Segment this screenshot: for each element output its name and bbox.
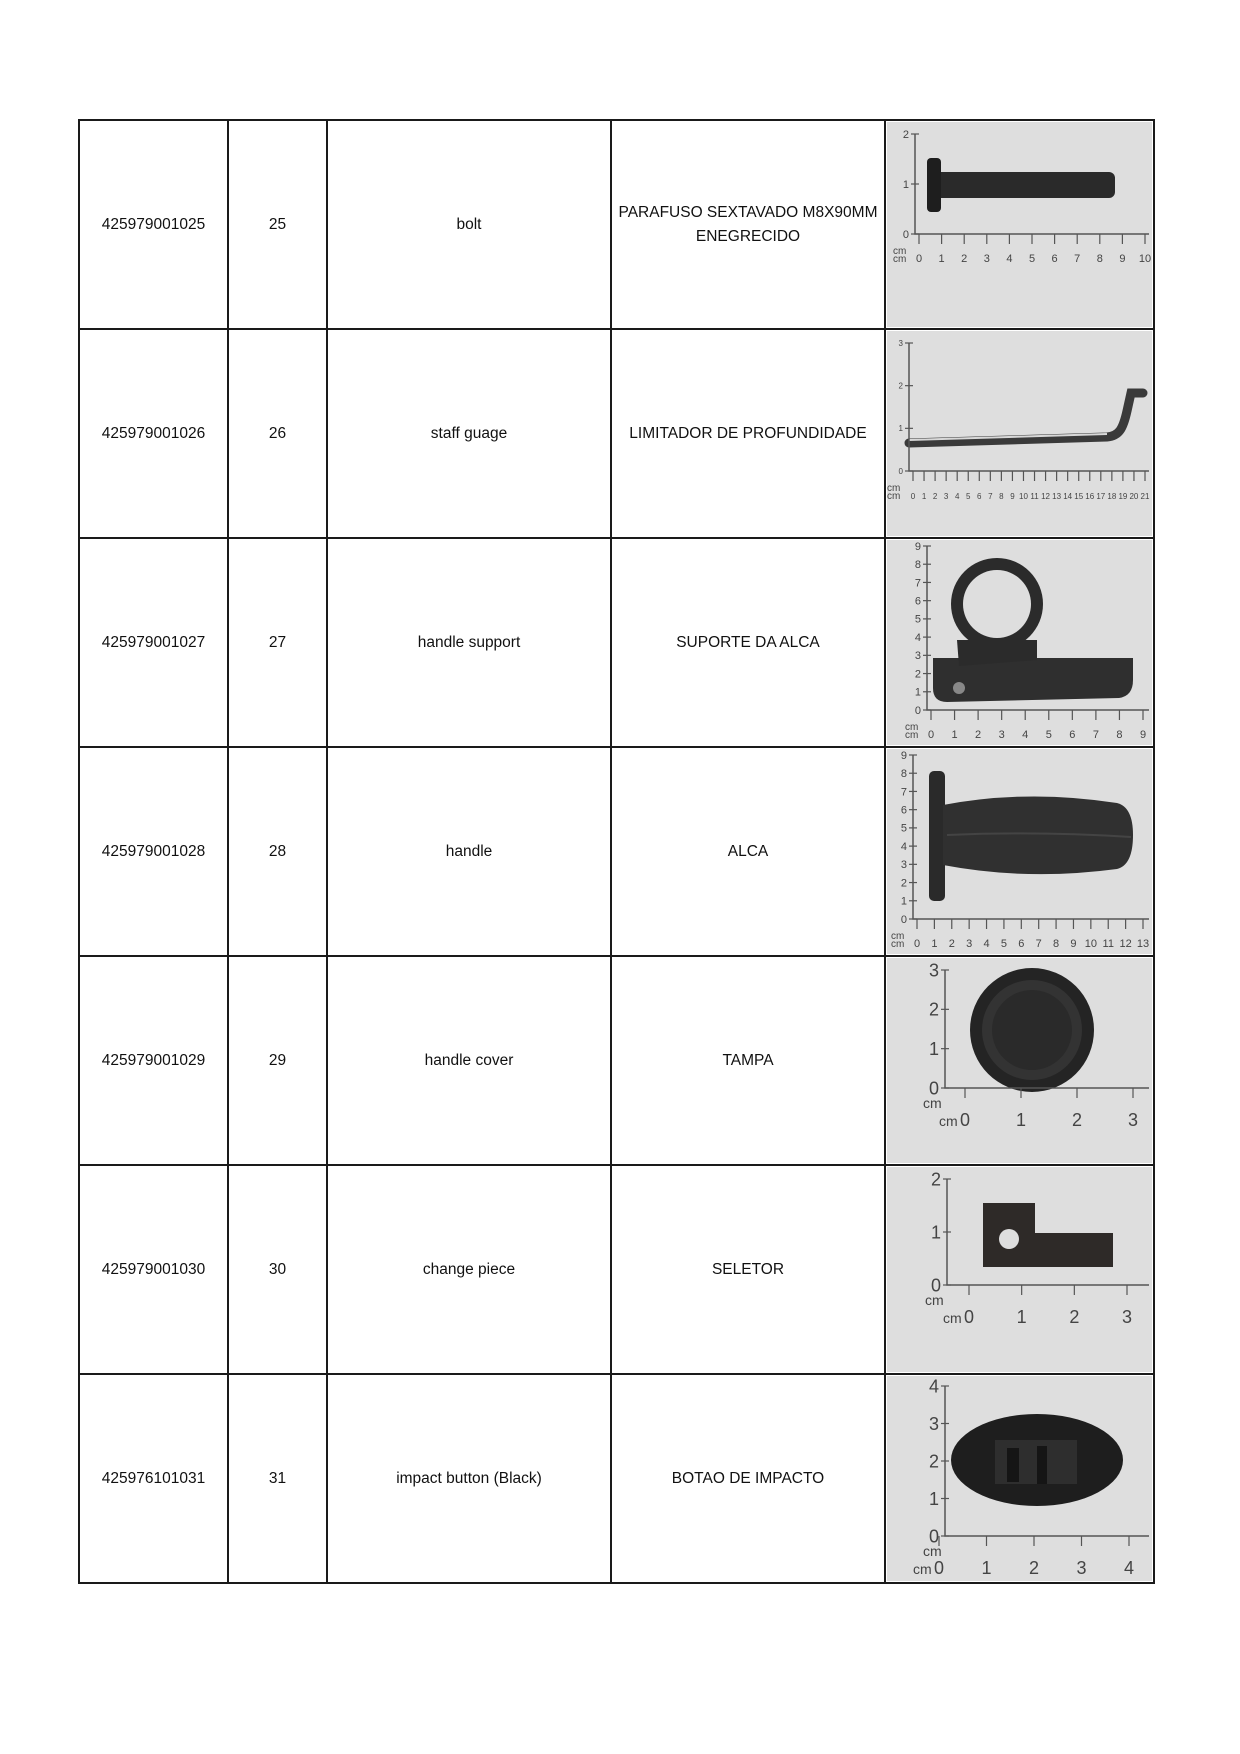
scale-x-label: 6: [1069, 729, 1076, 741]
scale-y-label: 0: [930, 1275, 941, 1296]
scale-x-label: 13: [1136, 938, 1150, 950]
scale-x-label: 2: [975, 729, 982, 741]
part-number: 28: [228, 747, 327, 956]
scale-x-label: 6: [1051, 253, 1058, 265]
scale-y-label: 9: [914, 540, 921, 553]
scale-x-label: 7: [1074, 253, 1081, 265]
scale-y-label: 3: [898, 338, 903, 348]
scale-x-label: 10: [1138, 253, 1152, 265]
part-code: 425976101031: [79, 1374, 228, 1583]
scale-y-label: 5: [914, 613, 921, 626]
scale-x-label: 0: [913, 938, 921, 950]
table-row: [79, 120, 1154, 329]
scale-y-label: 1: [930, 1222, 941, 1243]
part-name-en: change piece: [327, 1165, 611, 1374]
scale-y-label: 0: [928, 1526, 939, 1547]
bolt-photo: [887, 122, 1152, 327]
scale-x-label: 4: [1022, 729, 1029, 741]
scale-y-label: 4: [928, 1376, 939, 1397]
scale-x-label: 4: [1006, 253, 1013, 265]
scale-y-label: 0: [914, 704, 921, 717]
part-name-pt: TAMPA: [611, 956, 885, 1165]
part-code: 425979001028: [79, 747, 228, 956]
scale-x-label: 1: [1015, 1110, 1027, 1130]
scale-y-label: 4: [914, 631, 921, 644]
scale-x-label: 2: [932, 492, 938, 501]
scale-x-label: 8: [1116, 729, 1123, 741]
scale-y-label: 2: [928, 999, 939, 1020]
scale-x-label: 2: [1071, 1110, 1083, 1130]
scale-x-label: 15: [1074, 492, 1084, 501]
unit-label-x: cm: [905, 730, 919, 741]
scale-x-label: 21: [1140, 492, 1150, 501]
scale-x-label: 3: [1076, 1558, 1087, 1578]
scale-y-label: 1: [928, 1038, 939, 1059]
part-number: 27: [228, 538, 327, 747]
scale-x-label: 1: [931, 938, 938, 950]
scale-x-label: 6: [1018, 938, 1025, 950]
cover-cap-photo: [887, 958, 1152, 1163]
scale-y-label: 0: [898, 466, 903, 476]
unit-label-y: cm: [905, 722, 919, 733]
scale-x-label: 3: [998, 729, 1005, 741]
part-name-pt: LIMITADOR DE PROFUNDIDADE: [611, 329, 885, 538]
scale-x-label: 3: [983, 253, 990, 265]
scale-y-label: 0: [900, 913, 907, 926]
selector-plate-photo: [887, 1167, 1152, 1372]
scale-x-label: 0: [915, 253, 923, 265]
scale-y-label: 3: [928, 960, 939, 981]
part-name-pt: PARAFUSO SEXTAVADO M8X90MM ENEGRECIDO: [611, 120, 885, 329]
part-number: 29: [228, 956, 327, 1165]
scale-y-label: 1: [928, 1488, 939, 1509]
scale-x-label: 3: [966, 938, 973, 950]
part-code: 425979001030: [79, 1165, 228, 1374]
scale-x-label: 1: [981, 1558, 992, 1578]
part-number: 31: [228, 1374, 327, 1583]
scale-x-label: 7: [1035, 938, 1042, 950]
part-number: 26: [228, 329, 327, 538]
part-number: 30: [228, 1165, 327, 1374]
scale-y-label: 2: [900, 877, 907, 890]
scale-y-label: 3: [928, 1413, 939, 1434]
scale-x-label: 17: [1096, 492, 1106, 501]
scale-x-label: 3: [1127, 1110, 1139, 1130]
scale-x-label: 0: [959, 1110, 971, 1130]
scale-x-label: 13: [1052, 492, 1062, 501]
part-code: 425979001027: [79, 538, 228, 747]
scale-x-label: 5: [1045, 729, 1052, 741]
scale-y-label: 7: [914, 577, 921, 590]
scale-y-label: 1: [900, 895, 907, 908]
scale-y-label: 4: [900, 840, 907, 853]
part-name-en: impact button (Black): [327, 1374, 611, 1583]
scale-y-label: 1: [902, 178, 909, 191]
scale-x-label: 1: [951, 729, 958, 741]
scale-x-label: 16: [1085, 492, 1095, 501]
scale-x-label: 6: [977, 492, 982, 501]
unit-label-x: cm: [939, 1113, 958, 1129]
scale-y-label: 1: [898, 424, 903, 434]
scale-x-label: 4: [1123, 1558, 1135, 1578]
part-code: 425979001026: [79, 329, 228, 538]
scale-x-label: 2: [961, 253, 968, 265]
unit-label-x: cm: [943, 1310, 962, 1326]
scale-x-label: 4: [954, 492, 960, 501]
scale-x-label: 3: [1121, 1307, 1133, 1327]
scale-y-label: 7: [900, 786, 907, 799]
scale-y-label: 2: [902, 128, 909, 141]
handle-support-photo: [887, 540, 1152, 745]
unit-label-y: cm: [891, 931, 905, 942]
table-row: [79, 1374, 1154, 1583]
part-number: 25: [228, 120, 327, 329]
part-name-pt: BOTAO DE IMPACTO: [611, 1374, 885, 1583]
table-row: [79, 329, 1154, 538]
scale-x-label: 0: [927, 729, 935, 741]
scale-y-label: 0: [928, 1078, 939, 1099]
scale-x-label: 1: [921, 492, 927, 501]
depth-rod-photo: [887, 331, 1152, 536]
unit-label-y: cm: [923, 1095, 942, 1111]
scale-y-label: 1: [914, 686, 921, 699]
scale-y-label: 2: [914, 668, 921, 681]
scale-y-label: 3: [914, 650, 921, 663]
table-row: [79, 956, 1154, 1165]
table-row: [79, 538, 1154, 747]
scale-x-label: 8: [1053, 938, 1060, 950]
scale-x-label: 7: [1092, 729, 1099, 741]
scale-y-label: 3: [900, 859, 907, 872]
scale-x-label: 9: [1070, 938, 1077, 950]
scale-x-label: 3: [943, 492, 949, 501]
scale-x-label: 20: [1129, 492, 1139, 501]
scale-x-label: 1: [1016, 1307, 1027, 1327]
part-code: 425979001025: [79, 120, 228, 329]
scale-x-label: 12: [1119, 938, 1132, 950]
scale-x-label: 0: [933, 1558, 945, 1578]
scale-x-label: 10: [1084, 938, 1097, 950]
scale-x-label: 5: [1028, 253, 1036, 265]
scale-x-label: 10: [1019, 492, 1028, 501]
table-row: [79, 1165, 1154, 1374]
scale-x-label: 5: [1000, 938, 1007, 950]
unit-label-x: cm: [887, 491, 901, 502]
unit-label-y: cm: [887, 483, 901, 494]
scale-x-label: 19: [1118, 492, 1128, 501]
part-name-en: staff guage: [327, 329, 611, 538]
scale-y-label: 2: [898, 381, 903, 391]
unit-label-y: cm: [893, 246, 907, 257]
unit-label-x: cm: [913, 1561, 932, 1577]
scale-x-label: 4: [983, 938, 990, 950]
scale-x-label: 18: [1107, 492, 1117, 501]
table-row: [79, 747, 1154, 956]
scale-x-label: 11: [1030, 492, 1039, 501]
scale-x-label: 0: [910, 492, 916, 501]
scale-y-label: 5: [900, 822, 907, 835]
unit-label-x: cm: [891, 939, 905, 950]
part-name-pt: SELETOR: [611, 1165, 885, 1374]
scale-x-label: 2: [1028, 1558, 1040, 1578]
part-name-en: bolt: [327, 120, 611, 329]
scale-y-label: 8: [900, 768, 907, 781]
scale-y-label: 2: [928, 1451, 939, 1472]
part-name-en: handle cover: [327, 956, 611, 1165]
part-name-en: handle support: [327, 538, 611, 747]
scale-x-label: 11: [1102, 938, 1114, 950]
scale-x-label: 9: [1119, 253, 1126, 265]
parts-table: [78, 119, 1155, 1584]
scale-x-label: 14: [1063, 492, 1073, 501]
scale-x-label: 9: [1010, 492, 1015, 501]
scale-y-label: 8: [914, 559, 921, 572]
unit-label-x: cm: [893, 254, 907, 265]
unit-label-y: cm: [925, 1292, 944, 1308]
scale-x-label: 12: [1041, 492, 1051, 501]
scale-x-label: 5: [966, 492, 971, 501]
scale-y-label: 6: [914, 595, 921, 608]
impact-button-photo: [887, 1376, 1152, 1581]
handle-photo: [887, 749, 1152, 954]
scale-y-label: 2: [930, 1169, 941, 1190]
scale-x-label: 2: [1069, 1307, 1080, 1327]
part-code: 425979001029: [79, 956, 228, 1165]
part-name-pt: SUPORTE DA ALCA: [611, 538, 885, 747]
part-name-pt: ALCA: [611, 747, 885, 956]
scale-x-label: 2: [948, 938, 955, 950]
unit-label-y: cm: [923, 1543, 942, 1559]
scale-x-label: 8: [999, 492, 1004, 501]
part-name-en: handle: [327, 747, 611, 956]
scale-y-label: 9: [900, 749, 907, 762]
scale-x-label: 9: [1139, 729, 1147, 741]
scale-x-label: 8: [1096, 253, 1103, 265]
scale-x-label: 7: [988, 492, 993, 501]
scale-y-label: 0: [902, 228, 909, 241]
scale-x-label: 0: [963, 1307, 975, 1327]
scale-x-label: 1: [938, 253, 945, 265]
scale-y-label: 6: [900, 804, 907, 817]
